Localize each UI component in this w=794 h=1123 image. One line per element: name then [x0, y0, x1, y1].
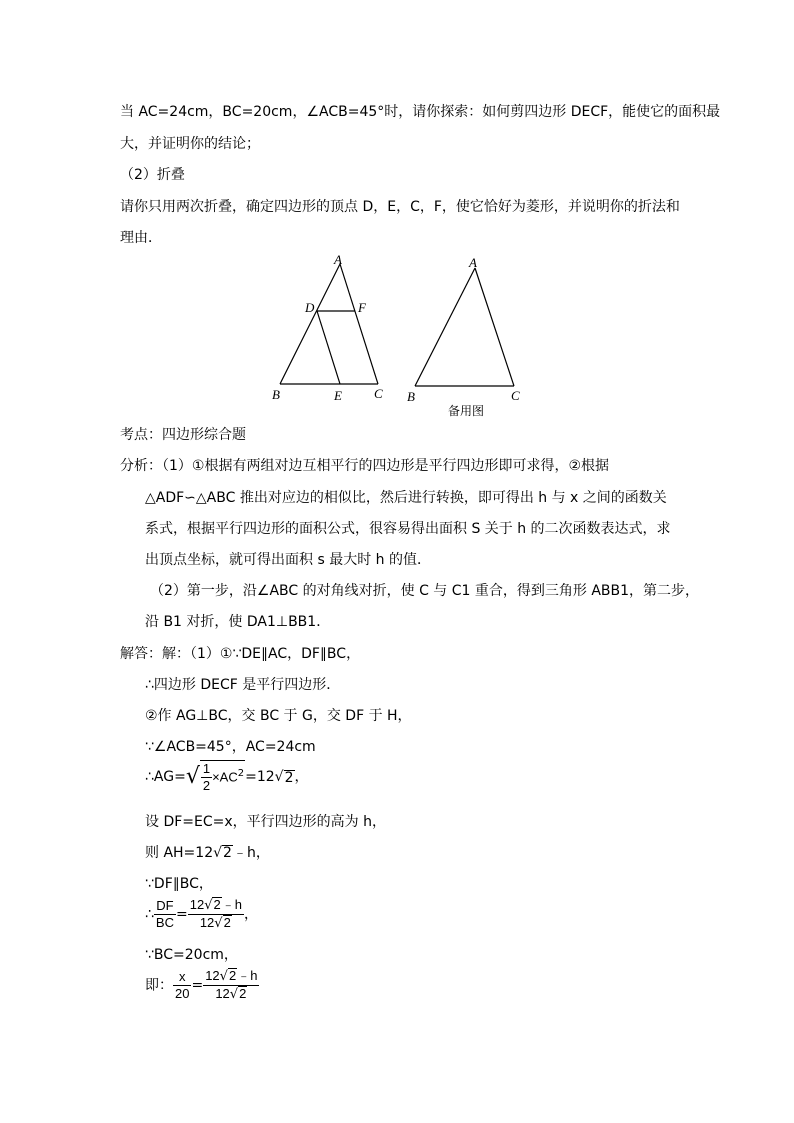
ji-eq: =	[191, 977, 204, 994]
ag-frac-den: 2	[202, 778, 211, 793]
label-a-left: A	[334, 252, 342, 267]
ah-prefix: 则 AH=12	[145, 845, 214, 861]
label-c-right: C	[511, 388, 520, 403]
sqrt-sign-icon: √	[274, 769, 284, 785]
analysis-line-4: 出顶点坐标，就可得出面积 s 最大时 h 的值．	[145, 552, 431, 568]
ah-rad: 2	[223, 845, 232, 861]
figure-caption: 备用图	[448, 404, 485, 418]
solution-line-7	[145, 843, 270, 863]
side-ab-left	[280, 264, 340, 384]
label-b-left: B	[272, 387, 280, 402]
label-c-left: C	[374, 386, 383, 401]
label-a-right: A	[469, 255, 477, 270]
solution-line-4: ∵∠ACB=45°，AC=24cm	[145, 739, 316, 755]
side-ac-right	[475, 268, 514, 386]
solution-line-2: ∴四边形 DECF 是平行四边形．	[145, 677, 341, 693]
paragraph-line-3: （2）折叠	[120, 167, 185, 183]
paragraph-line-5: 理由．	[120, 230, 162, 246]
ratio-num2-b: ﹣h	[221, 897, 242, 912]
label-b-right: B	[407, 389, 415, 404]
ag-frac-num: 1	[202, 761, 211, 776]
ratio-num2-a: 12	[189, 897, 205, 912]
paragraph-line-1: 当 AC=24cm，BC=20cm，∠ACB=45°时，请你探索：如何剪四边形 DECF，能使它的面积最	[120, 104, 721, 120]
paragraph-line-2: 大，并证明你的结论；	[120, 136, 260, 152]
analysis-line-1: 分析：（1）①根据有两组对边互相平行的四边形是平行四边形即可求得，②根据	[120, 458, 610, 474]
solution-line-11	[145, 968, 259, 1003]
solution-line-5	[145, 760, 309, 794]
geometry-figure	[0, 248, 794, 428]
kaodian-line: 考点：四边形综合题	[120, 427, 246, 443]
sqrt-sign-icon: √	[219, 969, 228, 984]
solution-line-3: ②作 AG⊥BC，交 BC 于 G，交 DF 于 H，	[145, 708, 412, 724]
ag-end: ，	[294, 769, 309, 785]
solution-line-9	[145, 897, 258, 932]
ah-end: ﹣h，	[232, 845, 270, 861]
sqrt-sign-icon: √	[204, 898, 213, 913]
ratio-prefix: ∴	[145, 906, 154, 923]
ji-den2-rad: 2	[239, 986, 247, 1001]
solution-line-8: ∵DF∥BC，	[145, 876, 213, 892]
sqrt-sign-icon: √	[185, 764, 200, 789]
ji-num2-rad: 2	[228, 968, 237, 983]
ratio-den2-rad: 2	[223, 915, 231, 930]
analysis-line-5: （2）第一步，沿∠ABC 的对角线对折，使 C 与 C1 重合，得到三角形 ABB1，第二步，	[150, 583, 700, 599]
ag-times: ×AC	[212, 769, 238, 785]
ag-prefix: ∴AG=	[145, 769, 186, 785]
ji-prefix: 即：	[145, 977, 173, 994]
ag-sup: 2	[237, 767, 245, 779]
analysis-line-3: 系式，根据平行四边形的面积公式，很容易得出面积 S 关于 h 的二次函数表达式，求	[145, 521, 671, 537]
ratio-num-df: DF	[154, 898, 176, 915]
sqrt-sign-icon: √	[214, 916, 223, 931]
analysis-line-2: △ADF∽△ABC 推出对应边的相似比，然后进行转换，即可得出 h 与 x 之间的函数关	[145, 490, 667, 506]
ratio-den2-a: 12	[199, 915, 215, 930]
solution-line-1: 解答：解：（1）①∵DE∥AC，DF∥BC，	[120, 646, 361, 662]
ag-radicand	[200, 760, 245, 794]
label-e-left: E	[334, 388, 342, 403]
ji-num2-a: 12	[205, 968, 220, 983]
solution-line-10: ∵BC=20cm，	[145, 947, 238, 963]
ji-den2-a: 12	[215, 986, 230, 1001]
segment-de	[317, 311, 340, 384]
sqrt-sign-icon: √	[229, 987, 239, 1002]
side-ac-left	[340, 264, 378, 384]
sqrt-sign-icon: √	[213, 845, 223, 861]
ji-num2-b: ﹣h	[237, 968, 258, 983]
label-f-left: F	[358, 300, 366, 315]
ag-rad-2: 2	[284, 769, 294, 786]
paragraph-line-4: 请你只用两次折叠，确定四边形的顶点 D，E，C，F，使它恰好为菱形，并说明你的折法和	[120, 199, 680, 215]
ratio-end: ，	[243, 906, 258, 923]
ratio-den-bc: BC	[155, 915, 174, 930]
side-ab-right	[415, 268, 475, 386]
ag-eq: =12	[245, 769, 275, 785]
ji-den-20: 20	[175, 986, 190, 1001]
ratio-eq: =	[175, 906, 188, 923]
solution-line-6: 设 DF=EC=x，平行四边形的高为 h，	[145, 814, 386, 830]
ratio-num2-rad: 2	[213, 897, 221, 912]
label-d-left: D	[305, 300, 315, 315]
analysis-line-6: 沿 B1 对折，使 DA1⊥BB1．	[145, 614, 331, 630]
ji-num-x: x	[173, 969, 191, 986]
